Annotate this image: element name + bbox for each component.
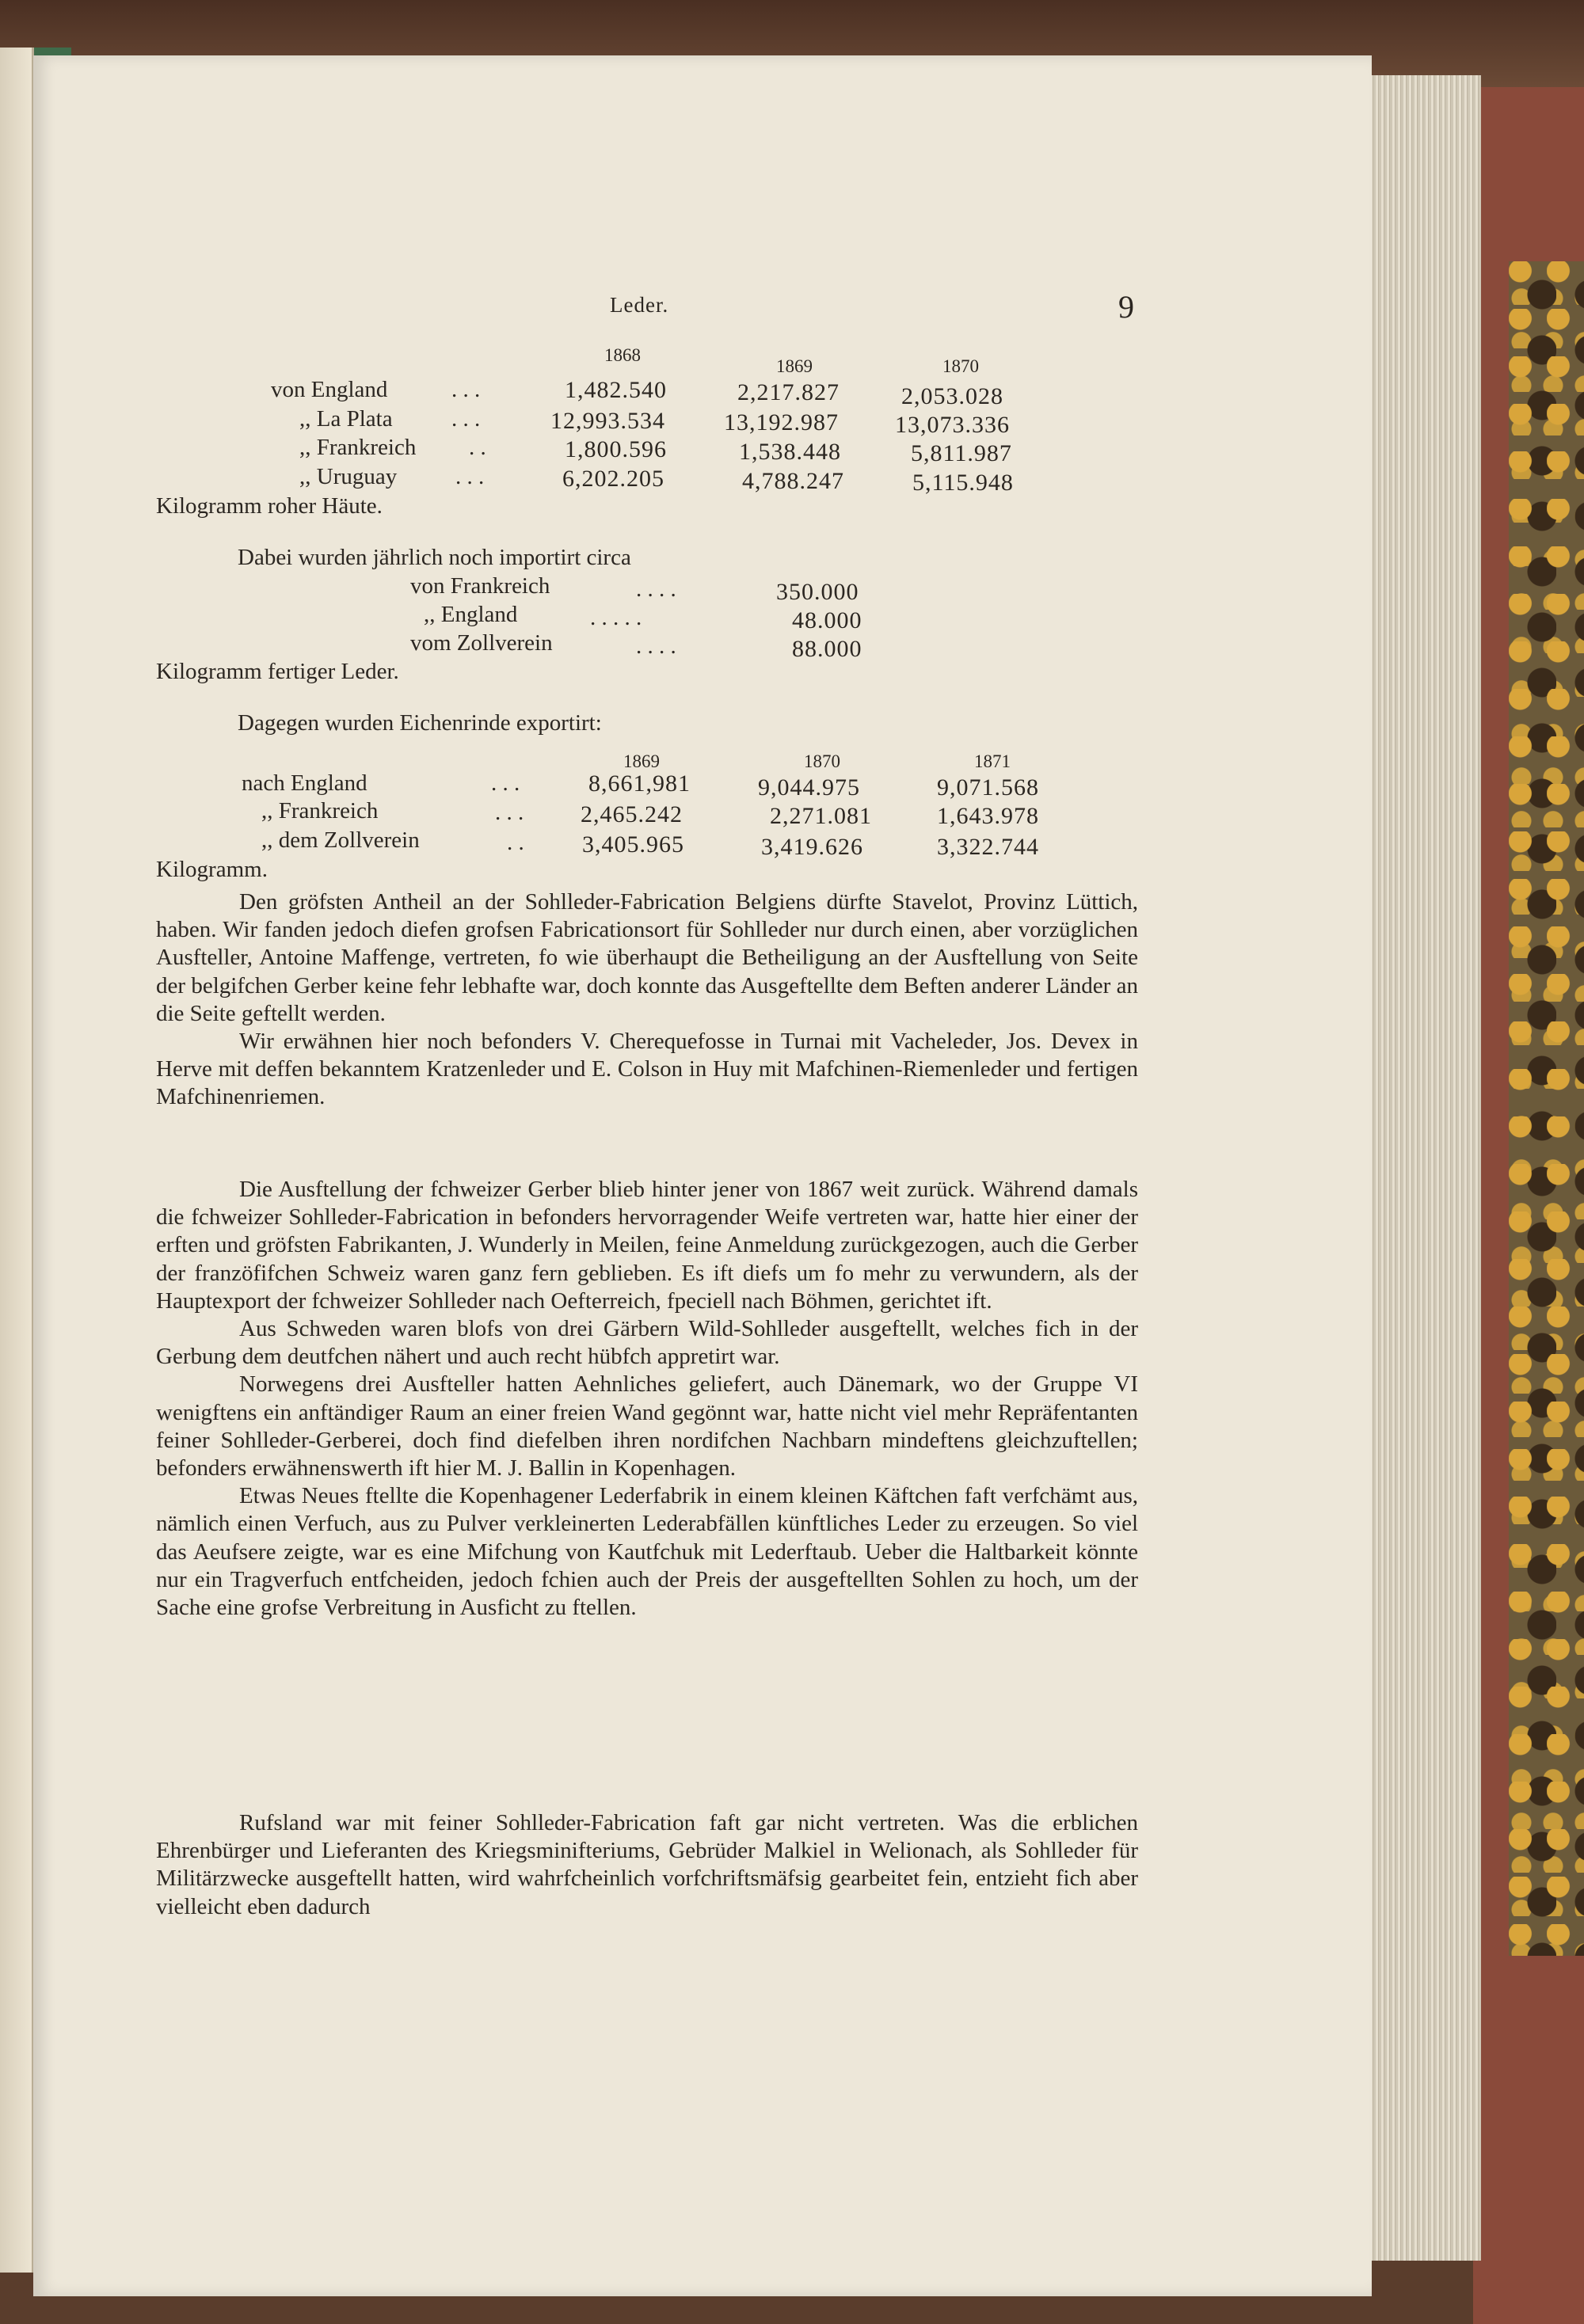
table1-cell: 1,800.596 — [565, 436, 667, 462]
table2-cell: 3,419.626 — [761, 834, 863, 860]
imports-row-dots: . . . . — [636, 633, 676, 659]
table2-row-dots: . . . — [495, 800, 524, 825]
page-number: 9 — [1118, 289, 1134, 325]
paragraph-text: Norwegens drei Ausfteller hatten Aehnliches geliefert, auch Dänemark, wo der Gruppe VI wenigftens ein anftändiger Raum an einer freien Wand gegönnt war, hatte nicht viel mehr Repräfentanten feiner Sohlleder-Gerberei, doch find diefelben ihren nordifchen Nachbarn mindeftens gleichzuftellen; befonders erwähnenswerth ift hier M. J. Ballin in Kopenhagen. — [156, 1371, 1138, 1482]
imports-row-label: ,, England — [424, 602, 518, 627]
table2-cell: 1,643.978 — [937, 803, 1039, 829]
page-edges — [1362, 75, 1481, 2261]
marbled-paper — [1509, 261, 1584, 1956]
table2-cell: 2,271.081 — [770, 803, 872, 829]
imports-intro: Dabei wurden jährlich noch importirt circa — [238, 545, 631, 570]
table1-row-label: ,, Frankreich — [299, 435, 417, 460]
table1-cell: 1,538.448 — [739, 439, 841, 465]
table2-cell: 9,044.975 — [758, 774, 860, 801]
table2-cell: 2,465.242 — [581, 801, 683, 827]
paragraph-text: Die Ausftellung der fchweizer Gerber blieb hinter jener von 1867 weit zurück. Während damals die fchweizer Sohlleder-Fabrication in befonders hervorragender Weife vertreten war, hatte hier einer der erften und gröfsten Fabrikanten, J. Wunderly in Meilen, feine Anmeldung zurückgezogen, auch die Gerber der franzöfifchen Schweiz waren ganz fern geblieben. Es ift diefs um fo mehr zu verwundern, als der Hauptexport der fchweizer Sohlleder nach Oefterreich, fpeciell nach Böhmen, gerichtet ift. — [156, 1177, 1138, 1314]
imports-caption: Kilogramm fertiger Leder. — [156, 659, 399, 684]
imports-row-label: von Frankreich — [410, 573, 550, 599]
paragraph-text: Wir erwähnen hier noch befonders V. Cherequefosse in Turnai mit Vacheleder, Jos. Devex in Herve mit deffen bekanntem Kratzenleder und E. Colson in Huy mit Mafchinen-Riemenleder und fertigen Mafchinenriemen. — [156, 1029, 1138, 1110]
imports-value: 88.000 — [792, 636, 862, 662]
paragraph-text: Etwas Neues ftellte die Kopenhagener Lederfabrik in einem kleinen Käftchen faft verfchämt aus, nämlich einen Verfuch, aus zu Pulver verkleinerten Lederabfällen künftliches Leder zu erzeugen. So viel das Aeufsere zeigte, war es eine Mifchung von Kautfchuk mit Lederftaub. Ueber die Haltbarkeit könnte nur ein Tragverfuch entfcheiden, jedoch fchien auch der Preis der ausgeftellten Sohlen zu hoch, um der Sache eine grofse Verbreitung in Ausficht zu ftellen. — [156, 1483, 1138, 1621]
table1-cell: 13,192.987 — [724, 409, 839, 436]
table2-caption: Kilogramm. — [156, 857, 268, 882]
paragraph-text: Aus Schweden waren blofs von drei Gärbern Wild-Sohlleder ausgeftellt, welches fich in der Gerbung dem deutfchen nähert und auch recht hübfch appretirt war. — [156, 1316, 1138, 1370]
table2-row-label: ,, Frankreich — [261, 798, 379, 823]
paragraph-switzerland — [156, 1176, 1138, 1622]
imports-row-label: vom Zollverein — [410, 630, 553, 656]
table1-row-dots: . . . — [455, 464, 485, 489]
table1-row-label: ,, Uruguay — [299, 464, 398, 489]
table2-row-label: nach England — [242, 770, 367, 796]
table1-row-dots: . . — [469, 435, 486, 460]
table2-year: 1870 — [804, 751, 840, 771]
imports-row-dots: . . . . . — [590, 605, 642, 630]
imports-value: 350.000 — [776, 579, 859, 605]
table2-cell: 9,071.568 — [937, 774, 1039, 801]
paragraph-belgium — [156, 888, 1138, 1112]
table2-year: 1871 — [974, 751, 1011, 771]
table1-year: 1868 — [604, 345, 641, 365]
table2-intro: Dagegen wurden Eichenrinde exportirt: — [238, 710, 602, 736]
table2-row-dots: . . . — [491, 770, 520, 796]
table1-caption: Kilogramm roher Häute. — [156, 493, 383, 519]
table1-row-dots: . . . — [451, 406, 481, 432]
table1-cell: 5,115.948 — [912, 470, 1014, 496]
table1-cell: 4,788.247 — [742, 468, 844, 494]
table2-row-dots: . . — [507, 830, 524, 855]
paragraph-russia — [156, 1809, 1138, 1921]
table1-row-label: ,, La Plata — [299, 406, 393, 432]
table2-year: 1869 — [623, 751, 660, 771]
table2-cell: 3,322.744 — [937, 834, 1039, 860]
table1-year: 1869 — [776, 356, 813, 376]
table1-row-label: von England — [271, 377, 388, 402]
imports-value: 48.000 — [792, 607, 862, 633]
table1-row-dots: . . . — [451, 377, 481, 402]
table2-cell: 3,405.965 — [582, 831, 684, 858]
running-title: Leder. — [610, 293, 669, 317]
paragraph-text: Rufsland war mit feiner Sohlleder-Fabrication faft gar nicht vertreten. Was die erblichen Ehrenbürger und Lieferanten des Kriegsminifteriums, Gebrüder Malkiel in Welionach, als Sohlleder für Militärzwecke ausgeftellt hatten, wird wahrfcheinlich vorfchriftsmäfsig gearbeitet fein, entzieht fich aber vielleicht eben dadurch — [156, 1810, 1138, 1919]
left-page-edge — [0, 48, 34, 2273]
paragraph-text: Den gröfsten Antheil an der Sohlleder-Fabrication Belgiens dürfte Stavelot, Provinz Lüttich, haben. Wir fanden jedoch diefen grofsen Fabricationsort für Sohlleder nur durch einen, aber vorzüglichen Ausfteller, Antoine Maffenge, vertreten, fo wie überhaupt die Betheiligung an der Ausftellung von Seite der belgifchen Gerber keine fehr lebhafte war, doch konnte das Ausgeftellte dem Beften anderer Länder an die Seite geftellt werden. — [156, 889, 1138, 1026]
imports-row-dots: . . . . — [636, 576, 676, 602]
table1-cell: 6,202.205 — [562, 466, 664, 492]
table1-cell: 12,993.534 — [550, 408, 665, 434]
table1-year: 1870 — [942, 356, 979, 376]
table1-cell: 2,053.028 — [901, 383, 1003, 409]
table1-cell: 13,073.336 — [895, 412, 1010, 438]
table2-row-label: ,, dem Zollverein — [261, 827, 420, 853]
table2-cell: 8,661,981 — [588, 770, 691, 797]
table1-cell: 5,811.987 — [911, 440, 1012, 466]
table1-cell: 1,482.540 — [565, 377, 667, 403]
table1-cell: 2,217.827 — [737, 379, 840, 405]
